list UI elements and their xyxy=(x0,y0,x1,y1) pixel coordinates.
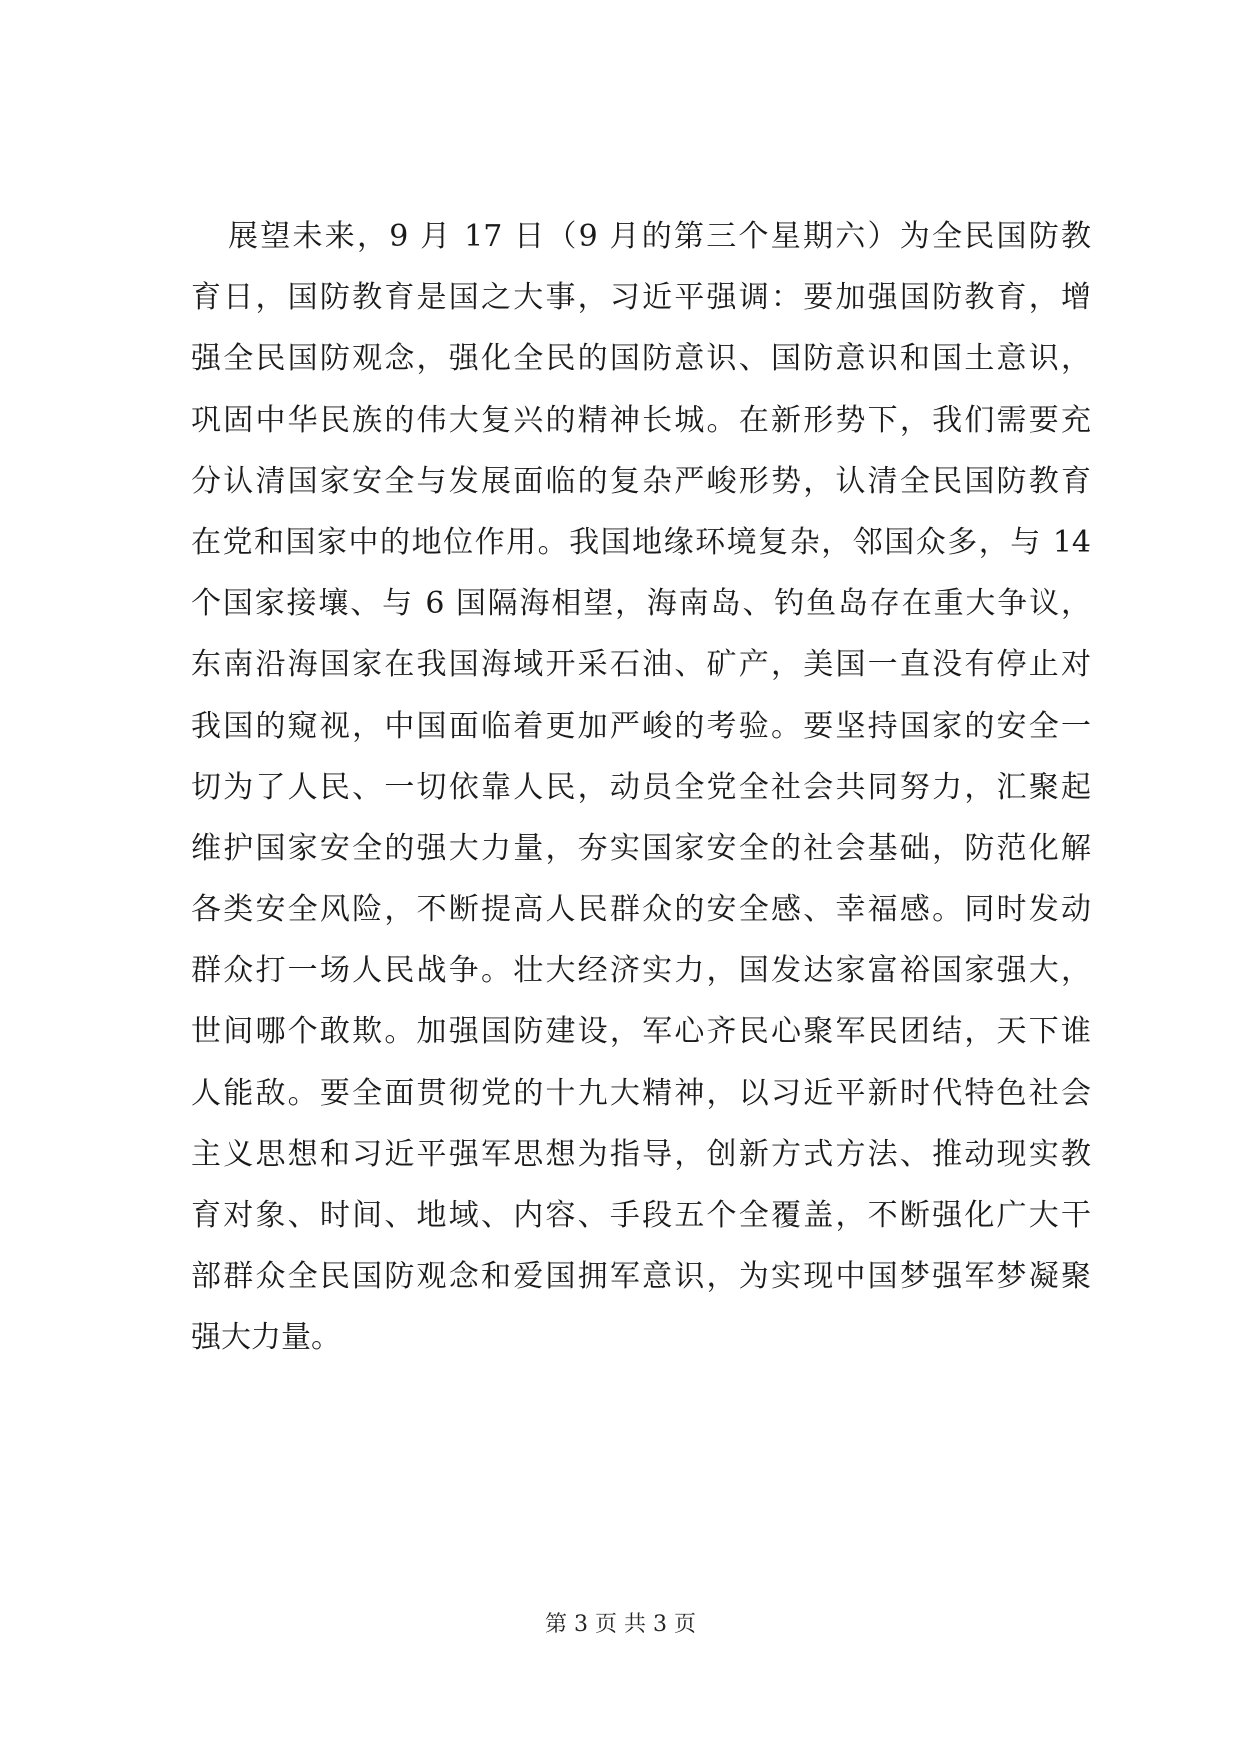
paragraph-line: 分认清国家安全与发展面临的复杂严峻形势，认清全民国防教育 xyxy=(191,463,1091,499)
paragraph-line: 展望未来，9 月 17 日（9 月的第三个星期六）为全民国防教 xyxy=(228,219,1091,254)
body-paragraph xyxy=(191,206,1091,1369)
paragraph-line: 育对象、时间、地域、内容、手段五个全覆盖，不断强化广大干 xyxy=(191,1198,1091,1233)
paragraph-line: 巩固中华民族的伟大复兴的精神长城。在新形势下，我们需要充 xyxy=(191,402,1091,438)
paragraph-line: 人能敌。要全面贯彻党的十九大精神，以习近平新时代特色社会 xyxy=(191,1075,1091,1111)
paragraph-line: 育日，国防教育是国之大事，习近平强调：要加强国防教育，增 xyxy=(191,280,1091,316)
paragraph-line: 群众打一场人民战争。壮大经济实力，国发达家富裕国家强大， xyxy=(191,953,1091,989)
paragraph-line: 各类安全风险，不断提高人民群众的安全感、幸福感。同时发动 xyxy=(191,892,1091,928)
paragraph-line: 世间哪个敢欺。加强国防建设，军心齐民心聚军民团结，天下谁 xyxy=(191,1014,1091,1050)
paragraph-line: 强全民国防观念，强化全民的国防意识、国防意识和国土意识， xyxy=(191,341,1091,377)
paragraph-line: 维护国家安全的强大力量，夯实国家安全的社会基础，防范化解 xyxy=(191,830,1091,866)
paragraph-line: 主义思想和习近平强军思想为指导，创新方式方法、推动现实教 xyxy=(191,1136,1091,1172)
page-number: 第 3 页 共 3 页 xyxy=(545,1612,696,1637)
paragraph-line: 在党和国家中的地位作用。我国地缘环境复杂，邻国众多，与 14 xyxy=(191,524,1091,560)
paragraph-line: 个国家接壤、与 6 国隔海相望，海南岛、钓鱼岛存在重大争议， xyxy=(191,586,1091,622)
paragraph-line: 切为了人民、一切依靠人民，动员全党全社会共同努力，汇聚起 xyxy=(191,769,1091,805)
paragraph-line: 我国的窥视，中国面临着更加严峻的考验。要坚持国家的安全一 xyxy=(191,708,1091,744)
paragraph-line: 东南沿海国家在我国海域开采石油、矿产，美国一直没有停止对 xyxy=(191,647,1091,683)
paragraph-line: 强大力量。 xyxy=(191,1320,341,1356)
paragraph-line: 部群众全民国防观念和爱国拥军意识，为实现中国梦强军梦凝聚 xyxy=(191,1259,1091,1295)
page-footer xyxy=(0,1610,1241,1640)
